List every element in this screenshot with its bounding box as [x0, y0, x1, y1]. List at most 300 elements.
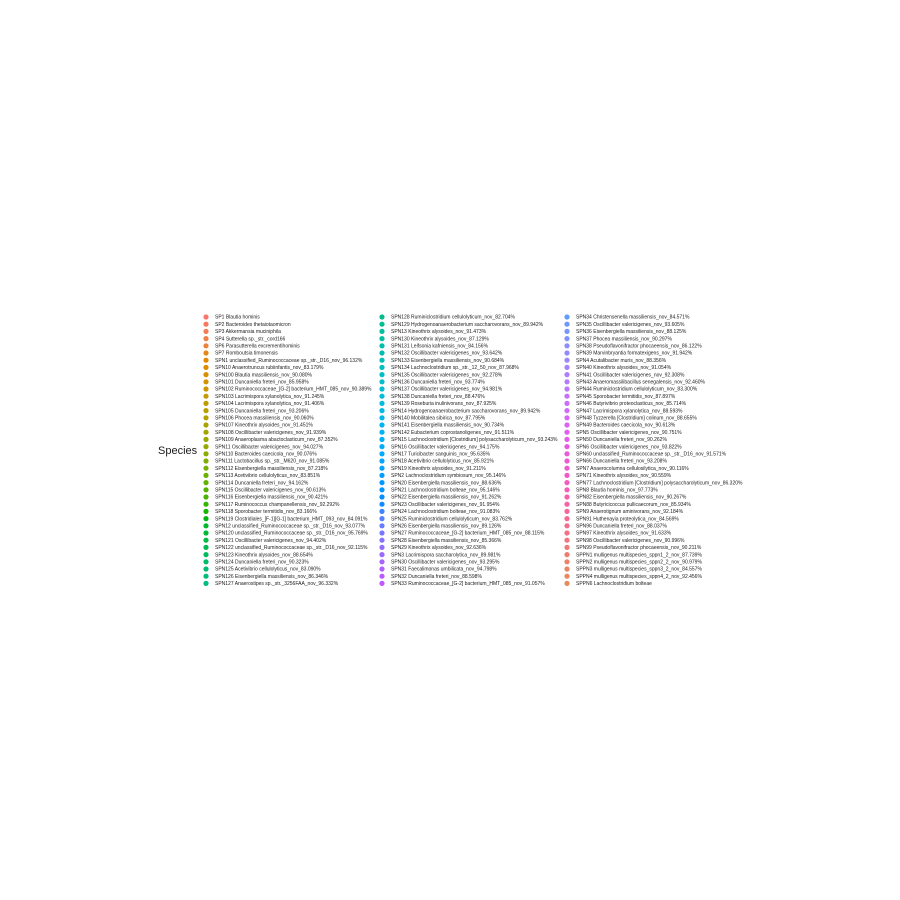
- legend-key-dot: [379, 422, 384, 427]
- legend-entry-label: SPN46 Butyrivibrio proteoclasticus_nov_85.714%: [576, 401, 687, 408]
- legend-key-dot: [379, 581, 384, 586]
- legend-entry: [564, 502, 691, 508]
- legend-key-dot: [203, 444, 208, 449]
- legend-key-dot: [564, 365, 569, 370]
- legend-entry: [203, 437, 338, 443]
- legend-entry: [203, 552, 313, 558]
- legend-entry-label: SPN29 Kineothrix alysoides_nov_92.636%: [391, 545, 487, 552]
- legend-key-dot: [564, 538, 569, 543]
- legend-entry: [564, 473, 671, 479]
- legend-entry-label: SPN39 Marvinbryantia formatexigens_nov_91.942%: [576, 350, 693, 357]
- legend-title: Species: [158, 445, 198, 457]
- legend-entry-label: SPN135 Oscillibacter valericigenes_nov_92.278%: [391, 372, 503, 379]
- legend-key-dot: [203, 422, 208, 427]
- legend-key-dot: [564, 502, 569, 507]
- legend-key-dot: [564, 379, 569, 384]
- legend-entry-label: SP3 Akkermansia muciniphila: [215, 329, 281, 336]
- legend-key-dot: [564, 552, 569, 557]
- legend-entry: [564, 329, 686, 335]
- legend-entry: [564, 336, 672, 342]
- legend-entry-label: SPN120 unclassified_Ruminococcaceae sp._str._D16_nov_95.769%: [215, 530, 368, 537]
- legend-key-dot: [379, 502, 384, 507]
- legend-key-dot: [564, 566, 569, 571]
- legend-entry: [379, 458, 494, 464]
- legend-key-dot: [203, 523, 208, 528]
- legend-entry-label: SPN6 Oscillibacter valericigenes_nov_93.822%: [576, 444, 682, 451]
- legend-entry-label: SPN123 Kineothrix alysoides_nov_88.654%: [215, 552, 313, 559]
- legend-key-dot: [379, 444, 384, 449]
- legend-entry-label: SPN137 Oscillibacter valericigenes_nov_94.981%: [391, 386, 503, 393]
- legend-key-dot: [379, 394, 384, 399]
- legend-key-dot: [203, 343, 208, 348]
- legend-entry: [203, 343, 300, 349]
- legend-entry-label: SP2 Bacteroides thetaiotaomicron: [215, 321, 291, 328]
- legend-entry-label: SPN9 Anaerotignum aminivorans_nov_92.184%: [576, 509, 684, 516]
- legend-entry: [379, 509, 500, 515]
- legend-entry: [564, 458, 667, 464]
- legend-entry: [203, 329, 281, 335]
- legend-entry: [564, 516, 679, 522]
- legend-key-dot: [203, 581, 208, 586]
- legend-entry-label: SPN97 Kineothrix alysoides_nov_91.633%: [576, 530, 672, 537]
- legend-key-dot: [564, 358, 569, 363]
- legend-entry-label: SPN24 Lachnoclostridium bolteae_nov_91.083%: [391, 509, 500, 516]
- legend-key-dot: [203, 358, 208, 363]
- legend-entry-label: SPN17 Turicibacter sanguinis_nov_95.635%: [391, 451, 490, 458]
- legend-entry-label: SPN114 Duncaniella freteri_nov_94.162%: [215, 480, 309, 487]
- legend-key-dot: [379, 336, 384, 341]
- legend-entry-label: SPN30 Oscillibacter valericigenes_nov_93.295%: [391, 559, 500, 566]
- legend-entry: [564, 559, 702, 565]
- legend-key-dot: [379, 552, 384, 557]
- legend-entry: [379, 538, 501, 544]
- legend-key-dot: [564, 458, 569, 463]
- legend-entry: [564, 552, 702, 558]
- legend-entry: [203, 545, 368, 551]
- legend-entry: [203, 314, 260, 320]
- legend-entry: [203, 530, 368, 536]
- legend-entry-label: SPN41 Oscillibacter valericigenes_nov_92.308%: [576, 372, 685, 379]
- legend-key-dot: [564, 466, 569, 471]
- legend-key-dot: [203, 574, 208, 579]
- legend-key-dot: [203, 451, 208, 456]
- legend-entry-label: SPN119 Clostridiales_[F-1][G-1] bacterium_HMT_093_nov_84.091%: [215, 516, 368, 523]
- legend-entry-label: SPN126 Eisenbergiella massiliensis_nov_86.346%: [215, 573, 329, 580]
- legend-key-dot: [564, 494, 569, 499]
- legend-entry: [379, 437, 558, 443]
- legend-entry-label: SPN124 Duncaniella freteri_nov_90.323%: [215, 559, 309, 566]
- legend-key-dot: [379, 480, 384, 485]
- legend-entry-label: SPN31 Faecalimonas umbilicata_nov_94.798%: [391, 566, 497, 573]
- legend-entry: [379, 329, 486, 335]
- legend-entry-label: SPPN2 mulligenus multispecies_sppn2_2_nov_90.979%: [576, 559, 702, 566]
- legend-entry: [379, 394, 485, 400]
- legend-entry: [379, 379, 485, 385]
- legend-entry: [379, 487, 500, 493]
- legend-key-dot: [203, 408, 208, 413]
- legend-key-dot: [203, 314, 208, 319]
- legend-key-dot: [564, 415, 569, 420]
- legend-key-dot: [379, 401, 384, 406]
- legend-entry-label: SPN108 Oscillibacter valericigenes_nov_91.939%: [215, 429, 327, 436]
- legend-entry: [203, 451, 317, 457]
- legend-entry: [203, 358, 362, 364]
- legend-key-dot: [564, 408, 569, 413]
- legend-entry-label: SPN27 Ruminococcaceae_[G-2] bacterium_HMT_085_nov_88.115%: [391, 530, 545, 537]
- legend-entry: [379, 451, 490, 457]
- legend-key-dot: [379, 365, 384, 370]
- legend-entry-label: SPN1 unclassified_Ruminococcaceae sp._str._D16_nov_96.132%: [215, 357, 363, 364]
- legend-entry: [564, 574, 702, 580]
- legend-entry: [203, 322, 290, 328]
- legend-entry-label: SPN131 Leifsonia kafniensis_nov_84.156%: [391, 343, 489, 350]
- legend-entry: [379, 336, 489, 342]
- legend-key-dot: [379, 466, 384, 471]
- legend-entry-label: SPN117 Ruminococcus champanellensis_nov_92.292%: [215, 501, 340, 508]
- legend-key-dot: [203, 350, 208, 355]
- legend-entry-label: SP6 Parasutterella excrementihominis: [215, 343, 300, 350]
- legend-key-dot: [564, 530, 569, 535]
- legend-entry: [564, 509, 683, 515]
- legend-entry-label: SPN113 Acetivibrio cellulolyticus_nov_83.851%: [215, 473, 321, 480]
- legend-entry: [203, 430, 326, 436]
- legend-key-dot: [203, 494, 208, 499]
- legend-entry-label: SPN3 Lacrimispora saccharolytica_nov_89.981%: [391, 552, 501, 559]
- legend-key-dot: [379, 559, 384, 564]
- legend-entry: [203, 422, 313, 428]
- legend-entry-label: SPN121 Oscillibacter valericigenes_nov_94.402%: [215, 537, 327, 544]
- legend-entry: [564, 430, 682, 436]
- legend-entry-label: SPN16 Oscillibacter valericigenes_nov_94.175%: [391, 444, 500, 451]
- legend-entry: [564, 386, 697, 392]
- legend-entry: [203, 480, 308, 486]
- legend-entry-label: SPN38 Pseudoflavonifractor phocaeensis_nov_86.122%: [576, 343, 702, 350]
- legend-entry-label: SPN101 Duncaniella freteri_nov_85.958%: [215, 379, 309, 386]
- legend-entry-label: SPN35 Oscillibacter valericigenes_nov_93.605%: [576, 321, 685, 328]
- legend-key-dot: [564, 559, 569, 564]
- legend-entry: [564, 545, 701, 551]
- legend-entry: [203, 502, 340, 508]
- legend-entry: [203, 444, 323, 450]
- legend-entry: [564, 372, 685, 378]
- legend-entry-label: SPN128 Ruminiclostridium cellulolyticum_nov_82.704%: [391, 314, 515, 321]
- legend-entry: [564, 480, 743, 486]
- legend-entry: [564, 358, 666, 364]
- legend-entry-label: SPN10 Anaerotruncus rubiinfantis_nov_83.179%: [215, 365, 324, 372]
- legend-entry-label: SP4 Sutterella sp._str._cord166: [215, 336, 286, 343]
- legend-key-dot: [379, 473, 384, 478]
- legend-key-dot: [564, 451, 569, 456]
- legend-key-dot: [203, 516, 208, 521]
- legend-key-dot: [203, 473, 208, 478]
- legend-entry: [564, 314, 690, 320]
- legend-entry-label: SPN109 Anaeroplasma abactoclasticum_nov_87.352%: [215, 437, 338, 444]
- legend-entry-label: SPN129 Hydrogenoanaerobacterium saccharovorans_nov_89.942%: [391, 321, 544, 328]
- legend-entry: [379, 415, 485, 421]
- legend-entry-label: SPN130 Kineothrix alysoides_nov_87.129%: [391, 336, 489, 343]
- legend-key-dot: [564, 574, 569, 579]
- legend-entry: [379, 466, 486, 472]
- legend-entry-label: SPN110 Bacteroides caecicola_nov_90.076%: [215, 451, 317, 458]
- legend-entry: [379, 473, 506, 479]
- legend-key-dot: [564, 444, 569, 449]
- legend-entry: [564, 415, 697, 421]
- legend-entry: [203, 494, 328, 500]
- legend-key-dot: [564, 581, 569, 586]
- legend-entry-label: SPN104 Lacrimispora xylanolytica_nov_91.406%: [215, 401, 325, 408]
- legend-key-dot: [379, 509, 384, 514]
- legend-entry: [564, 408, 683, 414]
- legend-entry: [203, 386, 372, 392]
- legend-entry-label: SPN139 Roseburia inulinivorans_nov_87.925%: [391, 401, 497, 408]
- legend-entry-label: SPN18 Acetivibrio cellulolyticus_nov_85.921%: [391, 458, 494, 465]
- legend-key-dot: [203, 509, 208, 514]
- legend-entry: [379, 516, 512, 522]
- legend-key-dot: [379, 451, 384, 456]
- legend-key-dot: [203, 458, 208, 463]
- legend-entry-label: SPN43 Anaeromassilibacillus senegalensis_nov_92.460%: [576, 379, 705, 386]
- legend-entry: [203, 458, 329, 464]
- legend-entry-label: SPN13 Kineothrix alysoides_nov_91.473%: [391, 329, 487, 336]
- legend-entry-label: SPN132 Oscillibacter valericigenes_nov_93.642%: [391, 350, 503, 357]
- legend-key-dot: [203, 394, 208, 399]
- legend-key-dot: [564, 509, 569, 514]
- legend-entry: [379, 545, 486, 551]
- legend-entry: [203, 336, 285, 342]
- legend-entry-label: SPN71 Kineothrix alysoides_nov_90.559%: [576, 473, 672, 480]
- legend-key-dot: [379, 487, 384, 492]
- legend-entry: [379, 480, 501, 486]
- legend-key-dot: [203, 401, 208, 406]
- legend-key-dot: [379, 386, 384, 391]
- legend-entry: [379, 444, 500, 450]
- legend-entry-label: SPPN3 mulligenus multispecies_sppn3_2_nov_84.557%: [576, 566, 702, 573]
- legend-key-dot: [203, 552, 208, 557]
- legend-key-dot: [564, 343, 569, 348]
- legend-key-dot: [379, 523, 384, 528]
- legend-key-dot: [203, 430, 208, 435]
- legend-key-dot: [203, 415, 208, 420]
- legend-key-dot: [564, 314, 569, 319]
- legend-entry-label: SPN50 Duncaniella freteri_nov_90.262%: [576, 437, 667, 444]
- legend-entry-label: SPN118 Sporobacter termitidis_nov_83.166%: [215, 509, 317, 516]
- legend-key-dot: [379, 430, 384, 435]
- legend-entry-label: SPN4 Acutalibacter muris_nov_88.356%: [576, 357, 667, 364]
- legend-key-dot: [203, 480, 208, 485]
- legend-key-dot: [379, 566, 384, 571]
- legend-entry-label: SPN15 Lachnoclostridium [Clostridium] polysaccharolyticum_nov_93.243%: [391, 437, 558, 444]
- legend-entry-label: SPN106 Phocea massiliensis_nov_90.060%: [215, 415, 314, 422]
- legend-key-dot: [564, 523, 569, 528]
- legend-entry-label: SPN28 Eisenbergiella massiliensis_nov_85.366%: [391, 537, 502, 544]
- legend-entry-label: SPN22 Eisenbergiella massiliensis_nov_91.262%: [391, 494, 502, 501]
- legend-entry-label: SP7 Romboutsia timonensis: [215, 350, 278, 357]
- legend-entry-label: SPN134 Lachnoclostridium sp._str._12_50_nov_87.968%: [391, 365, 519, 372]
- legend-entry-label: SPN138 Duncaniella freteri_nov_88.476%: [391, 393, 485, 400]
- legend-columns: [203, 314, 743, 587]
- legend-entry: [379, 502, 500, 508]
- legend-entry: [379, 530, 544, 536]
- legend-key-dot: [203, 502, 208, 507]
- legend-entry-label: SPN23 Oscillibacter valericigenes_nov_91.954%: [391, 501, 500, 508]
- legend-entry-label: SPN21 Lachnoclostridium bolteae_nov_95.146%: [391, 487, 500, 494]
- legend-entry: [203, 559, 309, 565]
- legend-entry-label: SPN103 Lacrimispora xylanolytica_nov_91.245%: [215, 393, 325, 400]
- legend-entry-label: SPPN1 mulligenus multispecies_sppn1_2_nov_87.739%: [576, 552, 702, 559]
- legend-entry-label: SPN45 Sporobacter termitidis_nov_87.897%: [576, 393, 676, 400]
- legend-key-dot: [564, 350, 569, 355]
- legend-entry: [564, 530, 671, 536]
- legend-entry: [203, 574, 328, 580]
- legend-entry-label: SPN26 Eisenbergiella massiliensis_nov_89.126%: [391, 523, 502, 530]
- legend-entry: [379, 566, 497, 572]
- legend-entry-label: SPN82 Eisenbergiella massiliensis_nov_90.267%: [576, 494, 687, 501]
- legend-entry-label: SPN37 Phocea massiliensis_nov_90.297%: [576, 336, 672, 343]
- legend-entry: [564, 494, 686, 500]
- legend-entry-label: SPN19 Kineothrix alysoides_nov_91.211%: [391, 465, 486, 472]
- legend-entry: [203, 415, 314, 421]
- legend-entry: [379, 581, 545, 587]
- legend-entry: [564, 581, 652, 587]
- legend-entry: [564, 322, 685, 328]
- legend-key-dot: [203, 530, 208, 535]
- legend-entry: [379, 422, 504, 428]
- legend-entry-label: SPPN6 Lachnoclostridium bolteae: [576, 581, 652, 588]
- legend-entry-label: SPN36 Eisenbergiella massiliensis_nov_88.125%: [576, 329, 687, 336]
- legend-entry-label: SPN140 Mobilitalea sibirica_nov_87.795%: [391, 415, 486, 422]
- legend-entry-label: SPN100 Blautia massiliensis_nov_90.080%: [215, 372, 313, 379]
- legend-entry: [564, 343, 702, 349]
- legend-entry-label: SPN33 Ruminococcaceae_[G-2] bacterium_HMT_085_nov_91.057%: [391, 581, 545, 588]
- legend-entry: [564, 538, 685, 544]
- legend-key-dot: [564, 401, 569, 406]
- legend-key-dot: [564, 480, 569, 485]
- legend-key-dot: [564, 329, 569, 334]
- legend-entry: [379, 386, 502, 392]
- legend-entry-label: SP1 Blautia hominis: [215, 314, 260, 321]
- legend-key-dot: [203, 365, 208, 370]
- legend-entry: [379, 401, 497, 407]
- legend-key-dot: [379, 408, 384, 413]
- legend-key-dot: [379, 358, 384, 363]
- legend-entry-label: SPN133 Eisenbergiella massiliensis_nov_90.684%: [391, 357, 505, 364]
- legend-entry-label: SPN115 Oscillibacter valericigenes_nov_90.613%: [215, 487, 326, 494]
- legend-key-dot: [379, 516, 384, 521]
- legend-entry: [379, 408, 540, 414]
- legend-key-dot: [564, 322, 569, 327]
- legend-entry: [379, 350, 502, 356]
- legend-key-dot: [379, 494, 384, 499]
- legend-key-dot: [564, 437, 569, 442]
- legend-key-dot: [203, 545, 208, 550]
- legend-entry-label: SPN107 Kineothrix alysoides_nov_91.451%: [215, 422, 313, 429]
- legend-entry: [203, 379, 309, 385]
- legend-key-dot: [379, 350, 384, 355]
- legend-entry-label: SPN60 unclassified_Ruminococcaceae sp._str._D16_nov_91.571%: [576, 451, 727, 458]
- legend-key-dot: [379, 379, 384, 384]
- legend-entry-label: SPN8 Blautia hominis_nov_97.773%: [576, 487, 658, 494]
- legend-key-dot: [564, 372, 569, 377]
- legend-entry-label: SPN7 Anaerocolumna cellulosilytica_nov_90.116%: [576, 465, 689, 472]
- legend-entry: [379, 494, 501, 500]
- legend-entry-label: SPN66 Duncaniella freteri_nov_93.208%: [576, 458, 667, 465]
- legend-entry: [203, 350, 278, 356]
- legend-entry-label: SPN102 Ruminococcaceae_[G-2] bacterium_HMT_085_nov_90.389%: [215, 386, 372, 393]
- legend-entry: [379, 322, 543, 328]
- legend-key-dot: [379, 437, 384, 442]
- legend-key-dot: [203, 487, 208, 492]
- legend-entry-label: SPN44 Ruminiclostridium cellulolyticum_nov_83.300%: [576, 386, 698, 393]
- legend-entry-label: SPN14 Hydrogenoanaerobacterium saccharovorans_nov_89.942%: [391, 408, 541, 415]
- legend-key-dot: [379, 458, 384, 463]
- legend-entry: [379, 574, 482, 580]
- legend-entry-label: SPN34 Christensenella massiliensis_nov_84.571%: [576, 314, 690, 321]
- legend-key-dot: [379, 545, 384, 550]
- legend-key-dot: [379, 538, 384, 543]
- legend-entry: [564, 487, 658, 493]
- legend-key-dot: [203, 538, 208, 543]
- legend-entry: [203, 372, 312, 378]
- legend-entry: [564, 379, 705, 385]
- legend-key-dot: [203, 372, 208, 377]
- legend-entry-label: SPN96 Duncaniella freteri_nov_88.037%: [576, 523, 667, 530]
- legend-entry: [564, 451, 726, 457]
- legend-entry-label: SPN98 Oscillibacter valericigenes_nov_90.996%: [576, 537, 685, 544]
- legend-entry-label: SPN32 Duncaniella freteri_nov_88.598%: [391, 573, 482, 580]
- legend-entry: [203, 509, 317, 515]
- legend-key-dot: [564, 516, 569, 521]
- legend-entry: [379, 314, 515, 320]
- legend-key-dot: [564, 545, 569, 550]
- legend-entry-label: SPN77 Lachnoclostridium [Clostridium] polysaccharolyticum_nov_86.320%: [576, 480, 743, 487]
- legend-key-dot: [203, 379, 208, 384]
- legend-entry: [203, 394, 324, 400]
- legend-entry-label: SPN99 Pseudoflavonifractor phocaeensis_nov_90.211%: [576, 545, 702, 552]
- legend-key-dot: [203, 329, 208, 334]
- legend-entry: [203, 466, 328, 472]
- legend-entry: [564, 401, 686, 407]
- legend-entry: [203, 538, 326, 544]
- legend-entry-label: SPN122 unclassified_Ruminococcaceae sp._str._D16_nov_92.115%: [215, 545, 368, 552]
- legend-entry: [564, 422, 675, 428]
- legend-key-dot: [564, 487, 569, 492]
- legend-entry: [564, 444, 682, 450]
- legend-entry: [379, 552, 501, 558]
- legend-entry-label: SPN116 Eisenbergiella massiliensis_nov_90.421%: [215, 494, 328, 501]
- legend-key-dot: [203, 466, 208, 471]
- legend-entry: [379, 372, 502, 378]
- legend-key-dot: [203, 559, 208, 564]
- legend-entry-label: SPN112 Eisenbergiella massiliensis_nov_87.218%: [215, 465, 328, 472]
- legend-entry-label: SPN141 Eisenbergiella massiliensis_nov_90.734%: [391, 422, 505, 429]
- legend-entry-label: SPN20 Eisenbergiella massiliensis_nov_88.636%: [391, 480, 502, 487]
- legend-key-dot: [564, 336, 569, 341]
- legend-entry-label: SPN47 Lacrimispora xylanolytica_nov_88.593%: [576, 408, 683, 415]
- legend-entry-label: SPN111 Lactobacillus sp._str._M620_nov_91.085%: [215, 458, 330, 465]
- legend-key-dot: [379, 415, 384, 420]
- legend-entry: [379, 430, 514, 436]
- legend-entry: [203, 408, 309, 414]
- legend-key-dot: [564, 394, 569, 399]
- legend-entry-label: SPN40 Kineothrix alysoides_nov_91.054%: [576, 365, 672, 372]
- legend-entry-label: SPN105 Duncaniella freteri_nov_93.206%: [215, 408, 309, 415]
- legend-entry-label: SPN127 Anaerostipes sp._str._3256FAA_nov_96.332%: [215, 581, 339, 588]
- legend-entry: [203, 487, 326, 493]
- legend-entry-label: SPN136 Duncaniella freteri_nov_93.774%: [391, 379, 485, 386]
- legend-entry: [564, 566, 702, 572]
- legend-key-dot: [379, 329, 384, 334]
- legend-entry-label: SPN12 unclassified_Ruminococcaceae sp._str._D16_nov_93.077%: [215, 523, 366, 530]
